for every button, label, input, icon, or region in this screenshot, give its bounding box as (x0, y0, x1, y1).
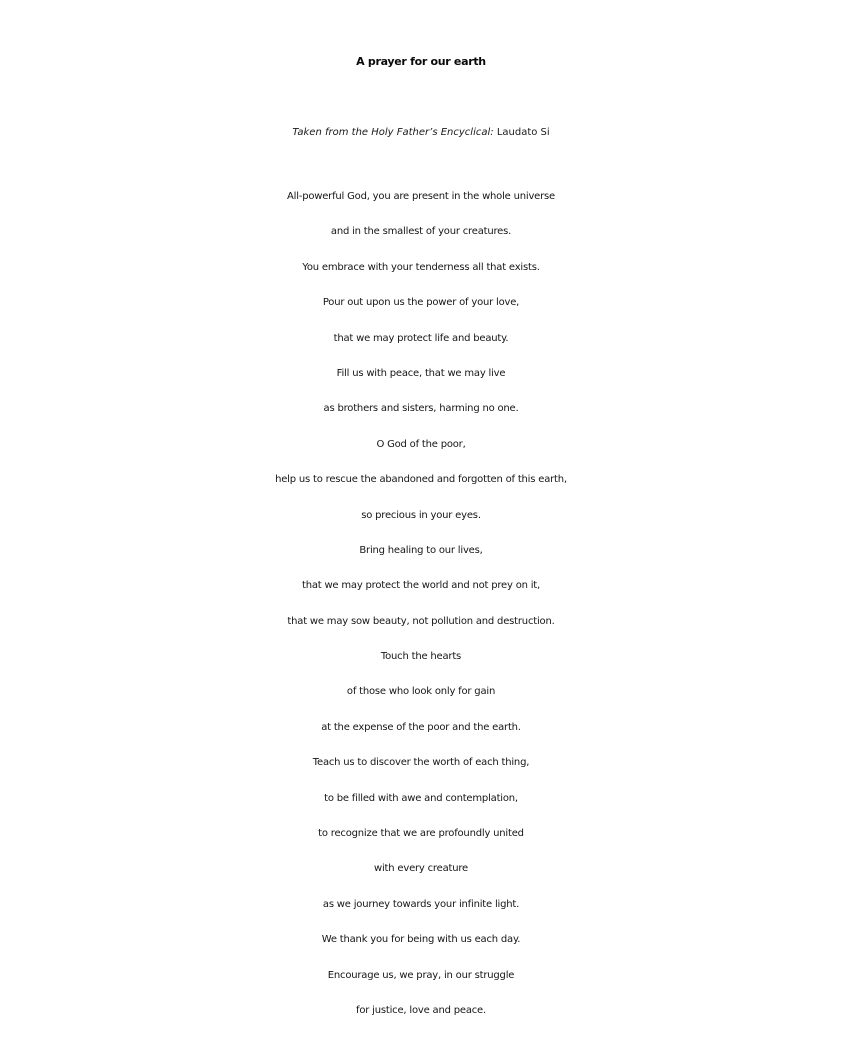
prayer-line: that we may protect life and beauty. (333, 332, 509, 344)
prayer-line: to recognize that we are profoundly united (318, 828, 524, 840)
prayer-text (0, 179, 842, 1028)
prayer-line: for justice, love and peace. (356, 1004, 486, 1016)
prayer-line: Fill us with peace, that we may live (336, 367, 506, 379)
prayer-line: with every creature (374, 863, 468, 875)
prayer-line: Pour out upon us the power of your love, (322, 297, 520, 309)
prayer-line: O God of the poor, (376, 438, 466, 450)
document-title: A prayer for our earth (356, 55, 486, 68)
prayer-line: as we journey towards your infinite light. (322, 898, 520, 910)
prayer-line: We thank you for being with us each day. (321, 934, 521, 946)
prayer-line: and in the smallest of your creatures. (330, 226, 512, 238)
prayer-line: that we may sow beauty, not pollution and destruction. (287, 615, 555, 627)
prayer-line: to be filled with awe and contemplation, (324, 792, 518, 804)
prayer-line: Touch the hearts (380, 651, 462, 663)
prayer-line: help us to rescue the abandoned and forgotten of this earth, (275, 474, 567, 486)
prayer-line: Teach us to discover the worth of each thing, (312, 757, 530, 769)
prayer-line: as brothers and sisters, harming no one. (323, 403, 519, 415)
prayer-line: of those who look only for gain (346, 686, 496, 698)
prayer-line: at the expense of the poor and the earth. (321, 721, 521, 733)
prayer-line: that we may protect the world and not prey on it, (301, 580, 541, 592)
prayer-line: You embrace with your tenderness all that exists. (302, 261, 540, 273)
document-subtitle (0, 116, 842, 150)
subtitle-source: Taken from the Holy Father’s Encyclical: (292, 127, 494, 138)
prayer-line: Bring healing to our lives, (359, 544, 483, 556)
prayer-line: All-powerful God, you are present in the whole universe (286, 191, 556, 202)
prayer-line: so precious in your eyes. (361, 509, 481, 521)
subtitle-encyclical-name: Laudato Si (496, 127, 550, 138)
prayer-line: Encourage us, we pray, in our struggle (327, 969, 515, 981)
